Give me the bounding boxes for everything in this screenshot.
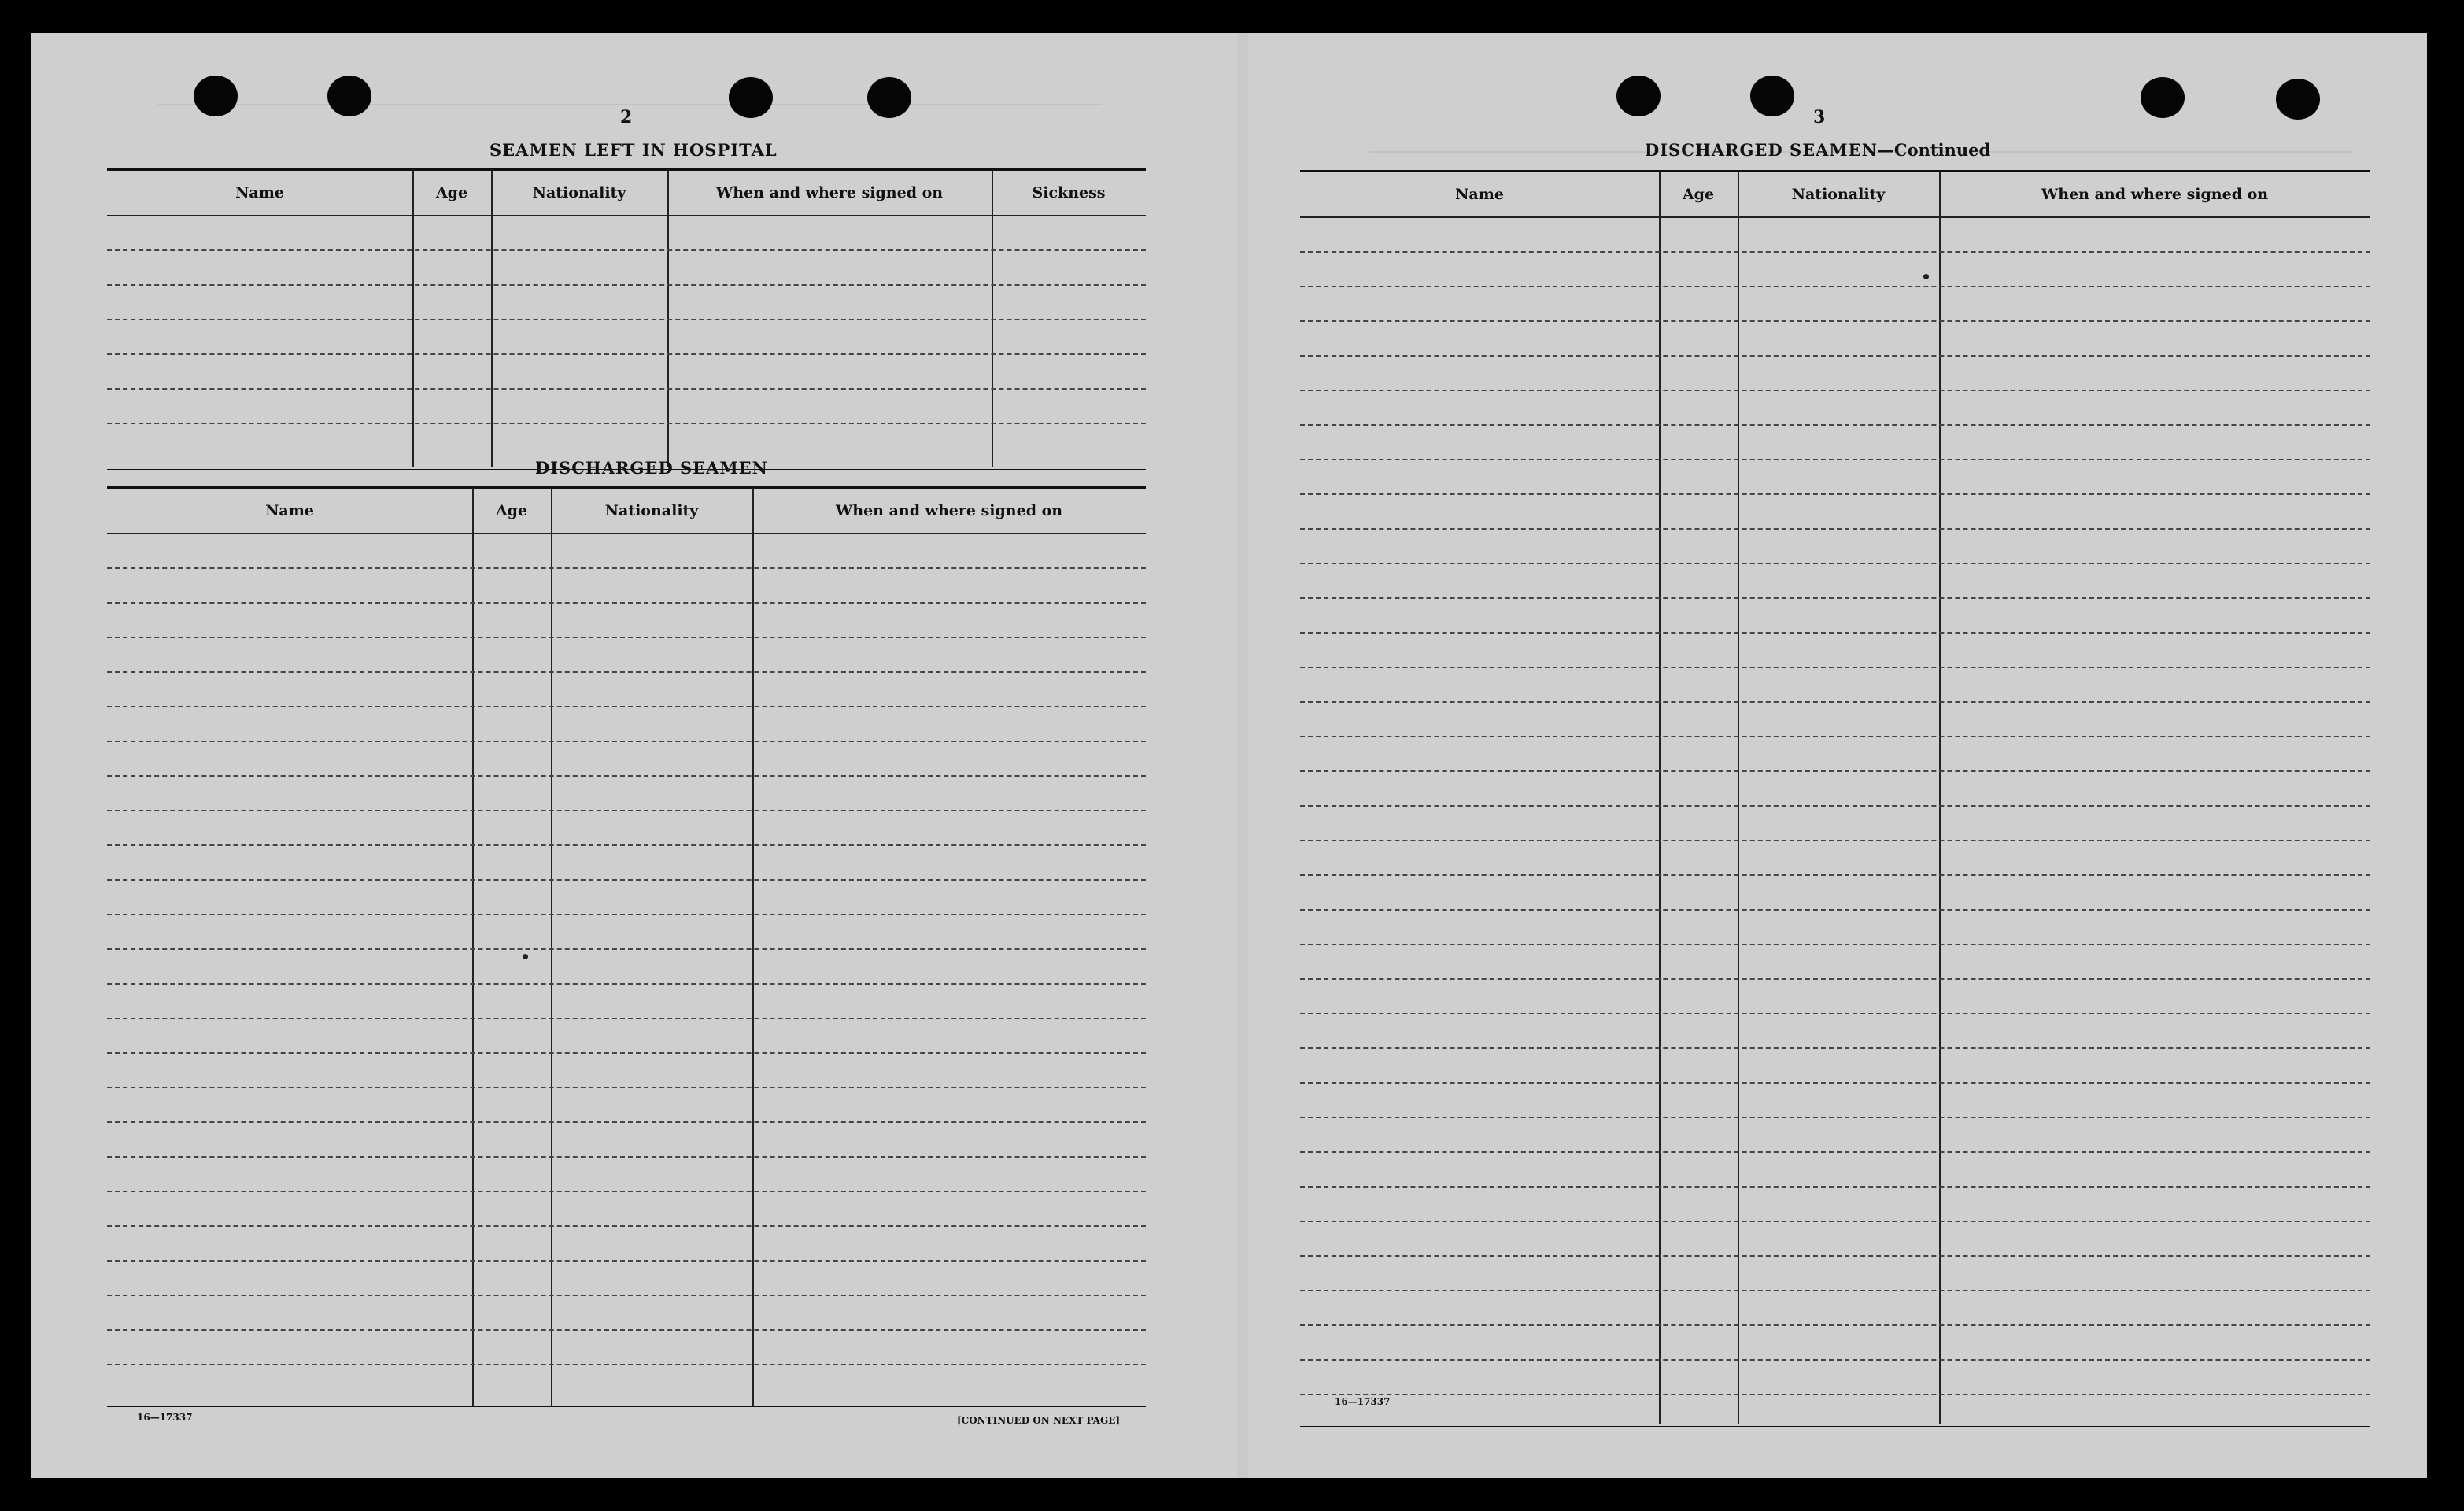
continued-col-name: Name bbox=[1455, 186, 1504, 203]
table-row bbox=[107, 879, 1146, 881]
hospital-col-age: Age bbox=[435, 184, 468, 201]
form-number-right: 16—17337 bbox=[1335, 1396, 1391, 1407]
hospital-col-sickness: Sickness bbox=[1032, 184, 1106, 201]
hospital-col-nationality: Nationality bbox=[532, 184, 626, 201]
table-row bbox=[1300, 1255, 2370, 1257]
continued-note: [CONTINUED ON NEXT PAGE] bbox=[957, 1415, 1121, 1426]
column-rule bbox=[1939, 172, 1941, 1424]
discharged-col-nationality: Nationality bbox=[604, 502, 699, 519]
scanned-form-sheet bbox=[31, 33, 2427, 1478]
table-row bbox=[107, 353, 1146, 355]
hospital-col-name: Name bbox=[235, 184, 284, 201]
ink-speck bbox=[1923, 274, 1929, 279]
table-row bbox=[1300, 390, 2370, 391]
table-row bbox=[1300, 1221, 2370, 1222]
page-number-right: 3 bbox=[1813, 107, 1826, 127]
hospital-section-title: SEAMEN LEFT IN HOSPITAL bbox=[489, 140, 778, 160]
column-rule bbox=[752, 489, 754, 1406]
table-row bbox=[1300, 251, 2370, 253]
continued-title-main: DISCHARGED SEAMEN bbox=[1645, 140, 1878, 160]
punch-hole bbox=[194, 76, 238, 116]
table-row bbox=[1300, 632, 2370, 634]
header-rule bbox=[107, 533, 1146, 534]
table-row bbox=[1300, 1047, 2370, 1049]
table-row bbox=[107, 637, 1146, 638]
column-rule bbox=[1659, 172, 1661, 1424]
table-row bbox=[107, 1018, 1146, 1019]
header-rule bbox=[107, 215, 1146, 216]
discharged-section-title: DISCHARGED SEAMEN bbox=[535, 458, 768, 478]
table-row bbox=[1300, 424, 2370, 426]
table-row bbox=[107, 1260, 1146, 1262]
continued-col-nationality: Nationality bbox=[1791, 186, 1886, 203]
continued-col-age: Age bbox=[1682, 186, 1715, 203]
table-row bbox=[1300, 667, 2370, 668]
table-row bbox=[107, 602, 1146, 604]
hospital-table bbox=[107, 168, 1146, 470]
table-row bbox=[1300, 286, 2370, 287]
table-row bbox=[1300, 320, 2370, 322]
table-row bbox=[107, 1156, 1146, 1158]
punch-hole bbox=[867, 77, 911, 118]
continued-section-title bbox=[1645, 140, 1990, 160]
table-row bbox=[1300, 701, 2370, 703]
table-row bbox=[1300, 1082, 2370, 1084]
table-row bbox=[107, 741, 1146, 742]
table-row bbox=[107, 423, 1146, 424]
center-fold bbox=[1237, 33, 1248, 1478]
table-row bbox=[1300, 944, 2370, 945]
table-row bbox=[107, 1329, 1146, 1331]
punch-hole bbox=[729, 77, 773, 118]
table-row bbox=[107, 567, 1146, 569]
table-row bbox=[107, 844, 1146, 846]
table-row bbox=[1300, 1324, 2370, 1326]
ink-speck bbox=[523, 954, 528, 959]
table-row bbox=[1300, 1394, 2370, 1395]
table-row bbox=[1300, 840, 2370, 841]
form-number-left: 16—17337 bbox=[137, 1412, 193, 1423]
table-row bbox=[1300, 1290, 2370, 1291]
table-row bbox=[107, 1087, 1146, 1088]
table-row bbox=[107, 1364, 1146, 1365]
table-row bbox=[1300, 1117, 2370, 1118]
punch-hole bbox=[2276, 79, 2320, 120]
table-row bbox=[107, 1052, 1146, 1054]
continued-col-signed-on: When and where signed on bbox=[2041, 186, 2269, 203]
table-row bbox=[1300, 1013, 2370, 1014]
header-rule bbox=[1300, 216, 2370, 218]
table-row bbox=[1300, 597, 2370, 599]
table-row bbox=[107, 914, 1146, 915]
discharged-col-age: Age bbox=[495, 502, 528, 519]
table-row bbox=[107, 1191, 1146, 1192]
table-row bbox=[107, 706, 1146, 707]
table-row bbox=[107, 1295, 1146, 1296]
table-row bbox=[1300, 1359, 2370, 1361]
column-rule bbox=[551, 489, 552, 1406]
discharged-col-signed-on: When and where signed on bbox=[835, 502, 1063, 519]
discharged-col-name: Name bbox=[265, 502, 314, 519]
table-row bbox=[1300, 874, 2370, 876]
punch-hole bbox=[327, 76, 371, 116]
punch-hole bbox=[2141, 77, 2185, 118]
table-row bbox=[1300, 459, 2370, 460]
table-row bbox=[1300, 978, 2370, 980]
table-row bbox=[1300, 1151, 2370, 1153]
bleed-through bbox=[157, 104, 1102, 105]
table-row bbox=[107, 319, 1146, 320]
continued-discharged-table bbox=[1300, 170, 2370, 1427]
column-rule bbox=[472, 489, 474, 1406]
table-row bbox=[1300, 563, 2370, 564]
table-row bbox=[1300, 355, 2370, 357]
continued-title-suffix: —Continued bbox=[1877, 140, 1991, 160]
table-row bbox=[107, 671, 1146, 673]
table-row bbox=[107, 948, 1146, 950]
table-row bbox=[107, 284, 1146, 286]
punch-hole bbox=[1616, 76, 1661, 116]
table-row bbox=[1300, 805, 2370, 807]
table-row bbox=[1300, 909, 2370, 911]
table-row bbox=[107, 810, 1146, 811]
table-row bbox=[1300, 493, 2370, 495]
table-row bbox=[107, 1121, 1146, 1123]
table-row bbox=[107, 983, 1146, 985]
punch-hole bbox=[1750, 76, 1794, 116]
table-row bbox=[1300, 770, 2370, 772]
table-row bbox=[107, 249, 1146, 251]
table-row bbox=[107, 1225, 1146, 1227]
hospital-col-signed-on: When and where signed on bbox=[715, 184, 944, 201]
column-rule bbox=[1738, 172, 1739, 1424]
page-number-left: 2 bbox=[620, 107, 633, 127]
discharged-table bbox=[107, 486, 1146, 1409]
table-row bbox=[1300, 736, 2370, 737]
table-row bbox=[107, 388, 1146, 390]
table-row bbox=[107, 775, 1146, 777]
table-row bbox=[1300, 528, 2370, 530]
table-row bbox=[1300, 1186, 2370, 1188]
